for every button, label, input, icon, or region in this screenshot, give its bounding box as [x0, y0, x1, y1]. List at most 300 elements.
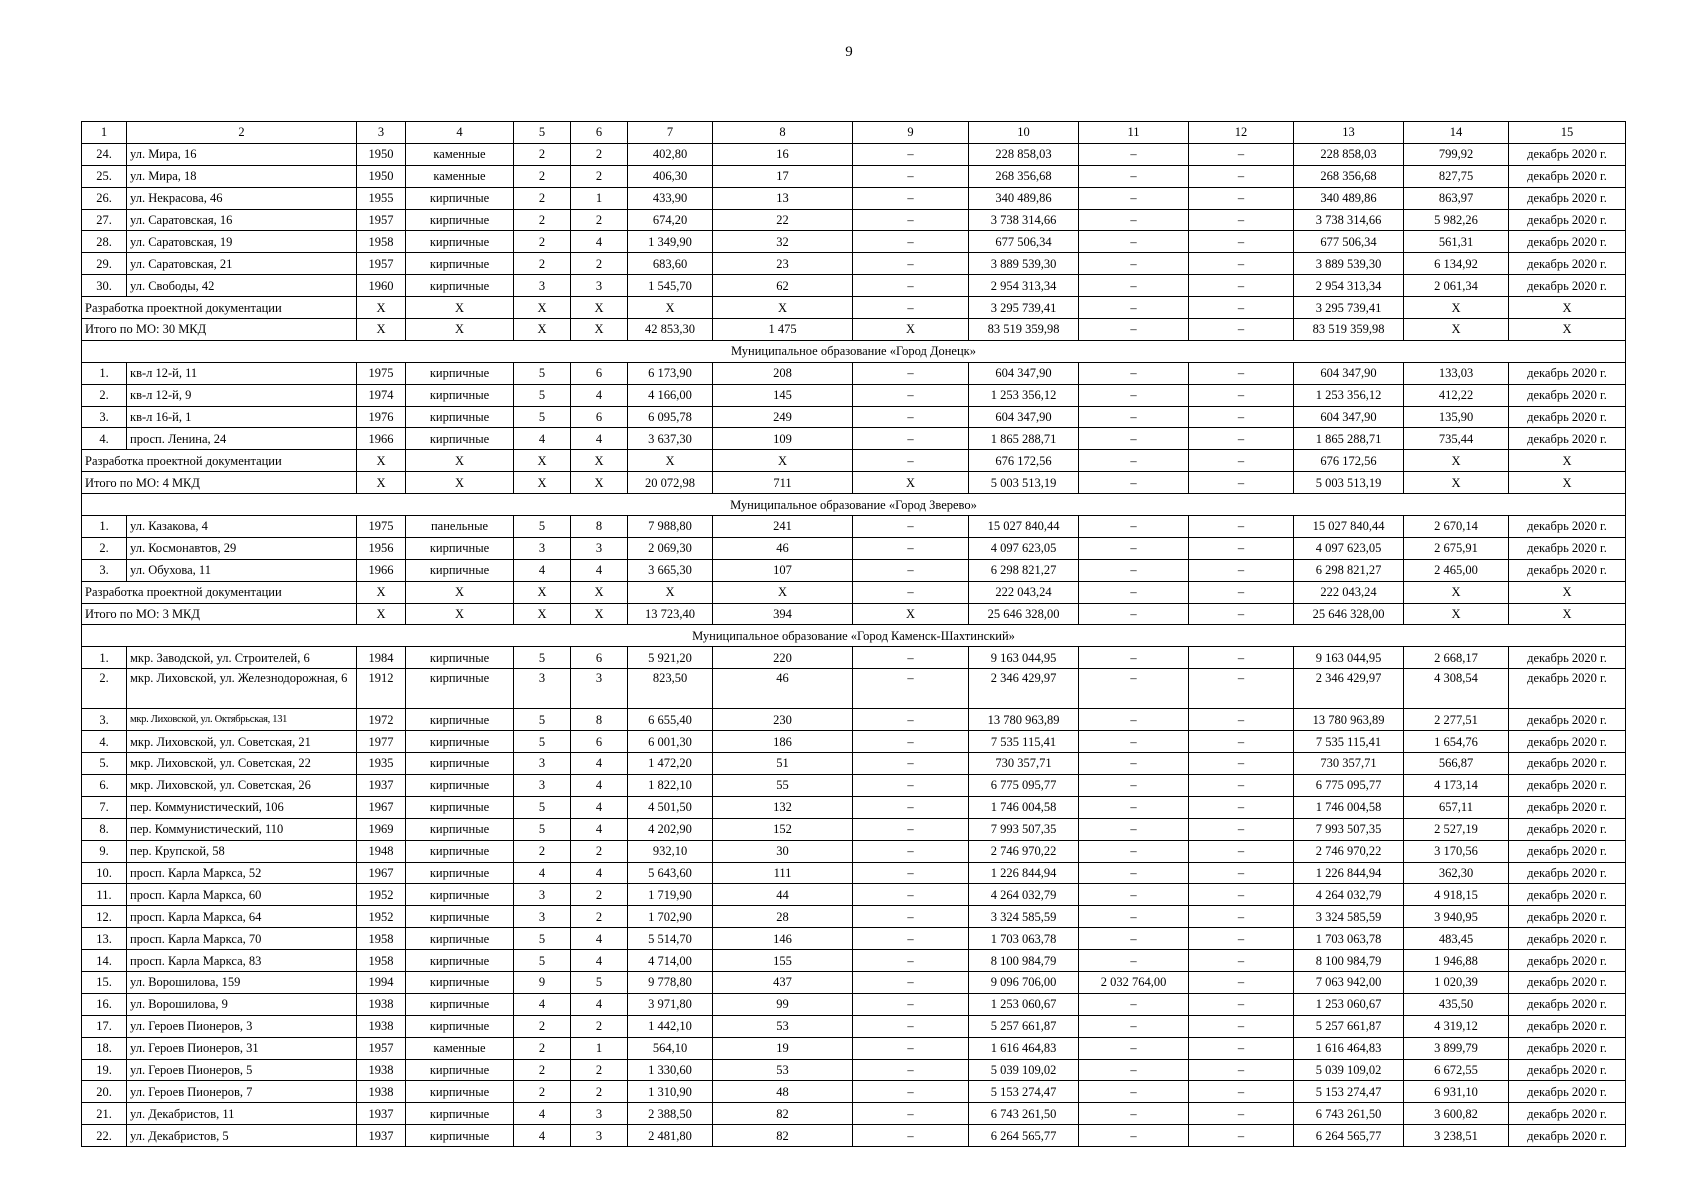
table-cell: – [1189, 559, 1294, 581]
summary-row [82, 450, 1626, 472]
table-cell: – [853, 1103, 969, 1125]
column-number-cell: 11 [1079, 122, 1189, 144]
table-cell: 1 616 464,83 [1294, 1037, 1404, 1059]
table-row [82, 1059, 1626, 1081]
table-cell: декабрь 2020 г. [1509, 1015, 1626, 1037]
table-cell: 1 865 288,71 [1294, 428, 1404, 450]
table-cell: 4. [82, 731, 127, 753]
table-cell: 6 931,10 [1404, 1081, 1509, 1103]
table-cell: 6 775 095,77 [969, 774, 1079, 796]
table-cell: – [853, 709, 969, 731]
table-cell: 9 778,80 [628, 971, 713, 993]
table-cell: 827,75 [1404, 165, 1509, 187]
address-cell: ул. Свободы, 42 [127, 275, 357, 297]
table-cell: – [853, 906, 969, 928]
table-cell: кирпичные [406, 406, 514, 428]
table-cell: 1957 [357, 1037, 406, 1059]
table-cell: 24. [82, 143, 127, 165]
table-cell: 677 506,34 [969, 231, 1079, 253]
summary-cell: – [1189, 603, 1294, 625]
table-cell: 3 600,82 [1404, 1103, 1509, 1125]
table-cell: 29. [82, 253, 127, 275]
table-cell: 3. [82, 559, 127, 581]
address-cell: просп. Ленина, 24 [127, 428, 357, 450]
summary-cell: X [571, 581, 628, 603]
table-cell: кирпичные [406, 993, 514, 1015]
table-row [82, 253, 1626, 275]
table-row [82, 840, 1626, 862]
table-cell: – [1079, 187, 1189, 209]
summary-cell: X [1404, 603, 1509, 625]
summary-label: Итого по МО: 30 МКД [82, 319, 357, 341]
table-cell: – [1079, 796, 1189, 818]
table-cell: 1972 [357, 709, 406, 731]
table-cell: 4 [514, 862, 571, 884]
table-cell: 1958 [357, 231, 406, 253]
table-cell: 5 039 109,02 [969, 1059, 1079, 1081]
address-cell: ул. Ворошилова, 159 [127, 971, 357, 993]
table-cell: – [1079, 143, 1189, 165]
table-cell: 4 501,50 [628, 796, 713, 818]
summary-cell: X [357, 450, 406, 472]
table-cell: 228 858,03 [969, 143, 1079, 165]
table-cell: 16. [82, 993, 127, 1015]
table-cell: 145 [713, 384, 853, 406]
table-cell: 241 [713, 516, 853, 538]
table-cell: 2 032 764,00 [1079, 971, 1189, 993]
table-cell: 2 [571, 1015, 628, 1037]
table-cell: – [1189, 647, 1294, 669]
table-row [82, 384, 1626, 406]
table-cell: 1969 [357, 818, 406, 840]
summary-cell: – [853, 581, 969, 603]
table-cell: 1 702,90 [628, 906, 713, 928]
table-cell: 111 [713, 862, 853, 884]
table-cell: 1938 [357, 1081, 406, 1103]
table-cell: 5 [514, 647, 571, 669]
table-cell: 1 253 060,67 [969, 993, 1079, 1015]
table-cell: 4 202,90 [628, 818, 713, 840]
table-row [82, 516, 1626, 538]
table-cell: 4 [571, 993, 628, 1015]
table-cell: декабрь 2020 г. [1509, 774, 1626, 796]
table-cell: 13 780 963,89 [1294, 709, 1404, 731]
table-row [82, 1037, 1626, 1059]
table-cell: – [1189, 774, 1294, 796]
table-cell: 6 173,90 [628, 362, 713, 384]
table-cell: – [853, 993, 969, 1015]
summary-row [82, 472, 1626, 494]
summary-cell: 222 043,24 [969, 581, 1079, 603]
table-cell: кирпичные [406, 209, 514, 231]
table-cell: 28 [713, 906, 853, 928]
summary-cell: 83 519 359,98 [1294, 319, 1404, 341]
table-cell: – [853, 406, 969, 428]
table-cell: кирпичные [406, 731, 514, 753]
table-cell: 1 865 288,71 [969, 428, 1079, 450]
table-cell: 1 703 063,78 [969, 928, 1079, 950]
table-cell: – [1189, 993, 1294, 1015]
summary-cell: 3 295 739,41 [969, 297, 1079, 319]
table-cell: 5 [514, 731, 571, 753]
table-cell: 2 388,50 [628, 1103, 713, 1125]
table-cell: декабрь 2020 г. [1509, 647, 1626, 669]
table-cell: кирпичные [406, 884, 514, 906]
summary-cell: – [1079, 319, 1189, 341]
table-cell: 15 027 840,44 [969, 516, 1079, 538]
table-cell: – [1079, 1059, 1189, 1081]
table-cell: – [1079, 1081, 1189, 1103]
table-cell: – [1189, 1015, 1294, 1037]
table-row [82, 537, 1626, 559]
table-cell: 2 465,00 [1404, 559, 1509, 581]
table-cell: 1937 [357, 774, 406, 796]
table-cell: – [853, 143, 969, 165]
address-cell: просп. Карла Маркса, 64 [127, 906, 357, 928]
summary-cell: – [1189, 319, 1294, 341]
table-cell: 46 [713, 669, 853, 709]
table-cell: 10. [82, 862, 127, 884]
table-cell: 228 858,03 [1294, 143, 1404, 165]
table-cell: 3 [571, 1125, 628, 1147]
table-cell: 1950 [357, 165, 406, 187]
summary-row [82, 581, 1626, 603]
summary-cell: X [406, 450, 514, 472]
table-cell: 12. [82, 906, 127, 928]
table-cell: 230 [713, 709, 853, 731]
table-cell: кирпичные [406, 231, 514, 253]
table-cell: 8 [571, 516, 628, 538]
table-cell: 730 357,71 [1294, 753, 1404, 775]
table-cell: 3 [514, 669, 571, 709]
table-cell: – [1189, 950, 1294, 972]
summary-cell: – [1079, 603, 1189, 625]
column-number-cell: 6 [571, 122, 628, 144]
table-cell: кирпичные [406, 669, 514, 709]
table-row [82, 993, 1626, 1015]
table-row [82, 1015, 1626, 1037]
summary-cell: 25 646 328,00 [1294, 603, 1404, 625]
table-cell: 406,30 [628, 165, 713, 187]
table-cell: 5 643,60 [628, 862, 713, 884]
summary-cell: – [1189, 450, 1294, 472]
summary-cell: X [571, 450, 628, 472]
table-cell: 25. [82, 165, 127, 187]
table-cell: 7 993 507,35 [969, 818, 1079, 840]
table-cell: 155 [713, 950, 853, 972]
table-cell: 2 069,30 [628, 537, 713, 559]
table-cell: кирпичные [406, 818, 514, 840]
table-cell: 4 097 623,05 [969, 537, 1079, 559]
table-cell: 6 775 095,77 [1294, 774, 1404, 796]
table-cell: 1975 [357, 516, 406, 538]
table-cell: 6 264 565,77 [1294, 1125, 1404, 1147]
table-cell: 2 [571, 165, 628, 187]
table-cell: – [853, 731, 969, 753]
table-cell: кирпичные [406, 796, 514, 818]
table-cell: – [1189, 818, 1294, 840]
table-cell: 4 918,15 [1404, 884, 1509, 906]
table-cell: 2 [571, 143, 628, 165]
section-header-row [82, 625, 1626, 647]
table-cell: – [1079, 384, 1189, 406]
table-row [82, 647, 1626, 669]
address-cell: пер. Крупской, 58 [127, 840, 357, 862]
table-cell: 152 [713, 818, 853, 840]
table-cell: 3 170,56 [1404, 840, 1509, 862]
table-row [82, 231, 1626, 253]
table-cell: 3 665,30 [628, 559, 713, 581]
table-cell: 3 889 539,30 [1294, 253, 1404, 275]
summary-cell: X [406, 319, 514, 341]
table-cell: 208 [713, 362, 853, 384]
table-cell: 3 [571, 669, 628, 709]
table-cell: – [853, 840, 969, 862]
table-cell: 6 655,40 [628, 709, 713, 731]
table-cell: декабрь 2020 г. [1509, 1103, 1626, 1125]
table-cell: – [1189, 537, 1294, 559]
table-cell: 4 [514, 993, 571, 1015]
table-cell: 1984 [357, 647, 406, 669]
table-cell: 2. [82, 669, 127, 709]
table-cell: – [853, 165, 969, 187]
table-cell: – [1079, 275, 1189, 297]
summary-cell: X [713, 450, 853, 472]
summary-label: Разработка проектной документации [82, 297, 357, 319]
summary-cell: X [514, 581, 571, 603]
table-cell: 2 [514, 209, 571, 231]
table-cell: – [853, 928, 969, 950]
table-cell: 8 100 984,79 [969, 950, 1079, 972]
table-cell: 799,92 [1404, 143, 1509, 165]
table-cell: 17 [713, 165, 853, 187]
table-cell: 604 347,90 [969, 406, 1079, 428]
table-row [82, 753, 1626, 775]
table-cell: – [1079, 884, 1189, 906]
table-cell: 1 703 063,78 [1294, 928, 1404, 950]
section-header-row [82, 340, 1626, 362]
table-cell: декабрь 2020 г. [1509, 362, 1626, 384]
table-row [82, 862, 1626, 884]
summary-cell: 13 723,40 [628, 603, 713, 625]
table-cell: 6 743 261,50 [969, 1103, 1079, 1125]
table-cell: 1967 [357, 796, 406, 818]
summary-cell: 3 295 739,41 [1294, 297, 1404, 319]
table-cell: 402,80 [628, 143, 713, 165]
table-cell: 20. [82, 1081, 127, 1103]
table-cell: 4 308,54 [1404, 669, 1509, 709]
table-cell: – [1189, 840, 1294, 862]
table-cell: 1937 [357, 1125, 406, 1147]
table-cell: 5 257 661,87 [1294, 1015, 1404, 1037]
table-cell: 2 746 970,22 [1294, 840, 1404, 862]
houses-table [81, 121, 1626, 1147]
table-cell: – [1079, 731, 1189, 753]
table-cell: 9 163 044,95 [1294, 647, 1404, 669]
summary-cell: – [1079, 581, 1189, 603]
summary-label: Итого по МО: 4 МКД [82, 472, 357, 494]
table-cell: 109 [713, 428, 853, 450]
table-cell: – [1189, 884, 1294, 906]
table-cell: 566,87 [1404, 753, 1509, 775]
table-cell: 3 324 585,59 [969, 906, 1079, 928]
table-row [82, 559, 1626, 581]
table-row [82, 275, 1626, 297]
table-cell: 133,03 [1404, 362, 1509, 384]
table-cell: 3 [514, 906, 571, 928]
table-cell: 268 356,68 [969, 165, 1079, 187]
table-cell: 7 535 115,41 [969, 731, 1079, 753]
municipality-title: Муниципальное образование «Город Донецк» [82, 340, 1626, 362]
table-cell: 4 [514, 559, 571, 581]
table-cell: 6 [571, 406, 628, 428]
table-cell: 2. [82, 537, 127, 559]
table-cell: 3 [571, 275, 628, 297]
address-cell: мкр. Лиховской, ул. Железнодорожная, 6 [127, 669, 357, 709]
table-cell: 3 [514, 884, 571, 906]
table-cell: 3 [571, 537, 628, 559]
summary-cell: 1 475 [713, 319, 853, 341]
table-cell: – [853, 796, 969, 818]
summary-cell: X [406, 297, 514, 319]
table-cell: 1 310,90 [628, 1081, 713, 1103]
table-cell: 27. [82, 209, 127, 231]
address-cell: просп. Карла Маркса, 70 [127, 928, 357, 950]
table-row [82, 731, 1626, 753]
table-cell: декабрь 2020 г. [1509, 428, 1626, 450]
table-cell: 82 [713, 1103, 853, 1125]
table-cell: 3. [82, 709, 127, 731]
table-cell: 1 [571, 187, 628, 209]
summary-cell: X [1509, 319, 1626, 341]
summary-cell: – [853, 450, 969, 472]
table-cell: – [1079, 753, 1189, 775]
table-cell: 1 020,39 [1404, 971, 1509, 993]
table-cell: 1937 [357, 1103, 406, 1125]
table-cell: – [853, 971, 969, 993]
table-cell: – [1189, 275, 1294, 297]
summary-cell: X [1509, 450, 1626, 472]
table-cell: кирпичные [406, 753, 514, 775]
table-cell: – [1079, 993, 1189, 1015]
summary-cell: X [406, 472, 514, 494]
summary-cell: X [1509, 581, 1626, 603]
summary-cell: – [1079, 472, 1189, 494]
table-cell: 6 298 821,27 [1294, 559, 1404, 581]
table-cell: 3. [82, 406, 127, 428]
table-cell: 2 668,17 [1404, 647, 1509, 669]
table-cell: 8. [82, 818, 127, 840]
table-cell: 1 822,10 [628, 774, 713, 796]
table-cell: 437 [713, 971, 853, 993]
table-cell: – [1079, 231, 1189, 253]
summary-cell: X [1404, 297, 1509, 319]
summary-cell: X [713, 297, 853, 319]
table-cell: декабрь 2020 г. [1509, 993, 1626, 1015]
table-cell: – [853, 862, 969, 884]
table-row [82, 362, 1626, 384]
column-number-cell: 4 [406, 122, 514, 144]
table-cell: 7 063 942,00 [1294, 971, 1404, 993]
summary-row [82, 297, 1626, 319]
table-cell: 2 527,19 [1404, 818, 1509, 840]
column-number-cell: 15 [1509, 122, 1626, 144]
table-cell: декабрь 2020 г. [1509, 1081, 1626, 1103]
table-cell: – [1079, 709, 1189, 731]
table-cell: 2 [514, 1037, 571, 1059]
table-cell: 823,50 [628, 669, 713, 709]
table-cell: декабрь 2020 г. [1509, 862, 1626, 884]
column-number-cell: 14 [1404, 122, 1509, 144]
table-cell: 23 [713, 253, 853, 275]
table-cell: 8 [571, 709, 628, 731]
summary-cell: X [357, 297, 406, 319]
table-cell: декабрь 2020 г. [1509, 1059, 1626, 1081]
address-cell: ул. Космонавтов, 29 [127, 537, 357, 559]
table-cell: – [853, 1059, 969, 1081]
table-cell: – [1079, 253, 1189, 275]
table-cell: 5 039 109,02 [1294, 1059, 1404, 1081]
table-cell: 1938 [357, 1015, 406, 1037]
table-cell: декабрь 2020 г. [1509, 950, 1626, 972]
table-cell: 9 096 706,00 [969, 971, 1079, 993]
table-cell: 2 [514, 1081, 571, 1103]
table-cell: 5 921,20 [628, 647, 713, 669]
table-cell: 1 545,70 [628, 275, 713, 297]
table-row [82, 884, 1626, 906]
table-cell: – [1189, 753, 1294, 775]
table-cell: 18. [82, 1037, 127, 1059]
table-cell: – [853, 1081, 969, 1103]
table-cell: 4 [571, 950, 628, 972]
table-cell: 4 [571, 231, 628, 253]
column-number-cell: 7 [628, 122, 713, 144]
summary-cell: 394 [713, 603, 853, 625]
table-cell: – [853, 231, 969, 253]
table-cell: 2 [571, 253, 628, 275]
table-cell: 2 346 429,97 [1294, 669, 1404, 709]
table-cell: 3 324 585,59 [1294, 906, 1404, 928]
table-cell: 46 [713, 537, 853, 559]
address-cell: просп. Карла Маркса, 52 [127, 862, 357, 884]
table-cell: панельные [406, 516, 514, 538]
table-cell: 2 [514, 187, 571, 209]
summary-cell: 5 003 513,19 [969, 472, 1079, 494]
table-cell: 4 [571, 774, 628, 796]
summary-cell: X [571, 319, 628, 341]
table-cell: – [853, 1037, 969, 1059]
table-row [82, 818, 1626, 840]
summary-cell: 5 003 513,19 [1294, 472, 1404, 494]
table-cell: кирпичные [406, 1081, 514, 1103]
table-cell: декабрь 2020 г. [1509, 840, 1626, 862]
table-cell: 1935 [357, 753, 406, 775]
table-cell: 730 357,71 [969, 753, 1079, 775]
table-cell: 5 [514, 928, 571, 950]
table-cell: 1912 [357, 669, 406, 709]
table-cell: 2 [514, 1059, 571, 1081]
table-cell: – [853, 669, 969, 709]
table-cell: 1956 [357, 537, 406, 559]
table-cell: 26. [82, 187, 127, 209]
address-cell: ул. Героев Пионеров, 7 [127, 1081, 357, 1103]
table-cell: 4 [514, 1125, 571, 1147]
address-cell: ул. Некрасова, 46 [127, 187, 357, 209]
header-row [82, 122, 1626, 144]
table-cell: 5. [82, 753, 127, 775]
table-row [82, 950, 1626, 972]
table-cell: 4 [514, 428, 571, 450]
